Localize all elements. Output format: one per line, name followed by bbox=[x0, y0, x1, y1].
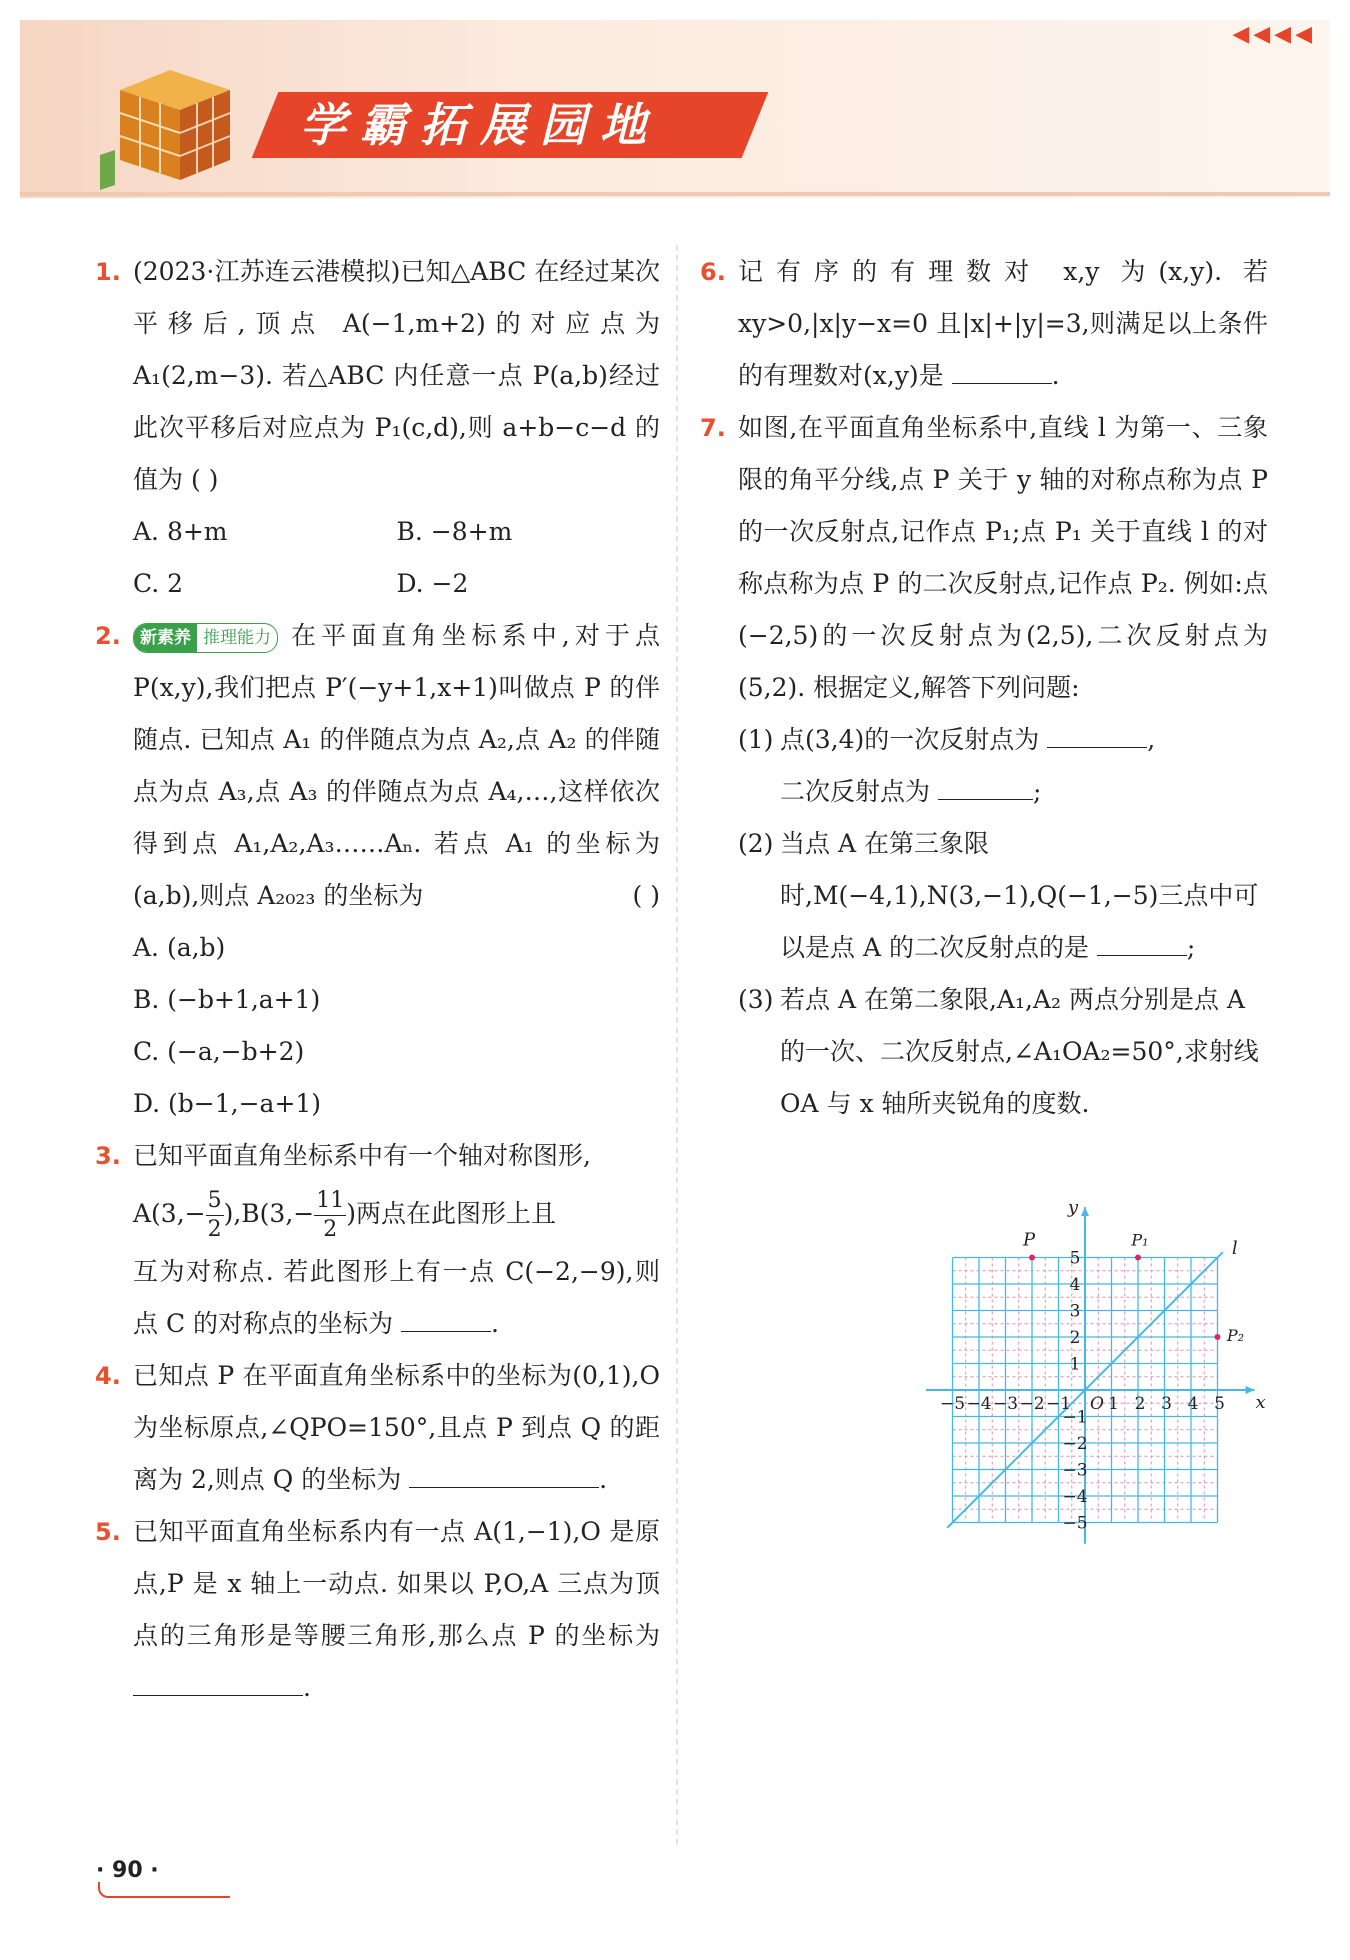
question-5 bbox=[95, 1506, 660, 1714]
y-tick-label: −4 bbox=[1062, 1487, 1088, 1507]
coordinate-graph bbox=[910, 1195, 1280, 1555]
question-2 bbox=[95, 610, 660, 922]
question-number: 5. bbox=[95, 1518, 121, 1546]
part-number: (2) bbox=[738, 829, 774, 858]
origin-label: O bbox=[1090, 1394, 1104, 1414]
question-text: 已知点 P 在平面直角坐标系中的坐标为(0,1),O 为坐标原点,∠QPO=150°,且点 P 到点 Q 的距离为 2,则点 Q 的坐标为 bbox=[133, 1361, 660, 1494]
point-p2-label: P₂ bbox=[1226, 1326, 1245, 1345]
x-tick-label: −3 bbox=[992, 1394, 1019, 1414]
point-line bbox=[133, 1182, 660, 1246]
x-tick-label: 1 bbox=[1108, 1394, 1119, 1414]
page-number: · 90 · bbox=[96, 1858, 159, 1883]
question-number: 7. bbox=[700, 414, 726, 442]
question-7 bbox=[700, 402, 1268, 714]
option-c: C. 2 bbox=[133, 569, 184, 598]
x-axis-label: x bbox=[1255, 1392, 1266, 1413]
part-number: (1) bbox=[738, 725, 774, 754]
x-tick-label: 2 bbox=[1134, 1394, 1146, 1414]
arrow-decoration-icon: ◀◀◀◀ bbox=[1232, 22, 1316, 47]
question-text: (2023·江苏连云港模拟)已知△ABC 在经过某次平移后,顶点 A(−1,m+2)的对应点为 A₁(2,m−3). 若△ABC 内任意一点 P(a,b)经过此次平移后对应点为 P₁(c,d),则 a+b−c−d 的值为 ( ) bbox=[133, 257, 660, 494]
question-7-part-3 bbox=[738, 974, 1268, 1130]
options-1 bbox=[95, 506, 660, 610]
question-number: 2. bbox=[95, 622, 121, 650]
answer-blank[interactable] bbox=[409, 1457, 599, 1488]
option-a: A. (a,b) bbox=[133, 933, 226, 962]
x-tick-label: 5 bbox=[1214, 1394, 1225, 1414]
question-7-part-2 bbox=[738, 818, 1268, 974]
period: . bbox=[1051, 361, 1060, 390]
period: . bbox=[303, 1673, 311, 1702]
period: . bbox=[490, 1309, 499, 1338]
semicolon: ; bbox=[1186, 933, 1196, 962]
answer-blank[interactable] bbox=[1047, 717, 1147, 748]
x-tick-label: 4 bbox=[1187, 1394, 1199, 1414]
question-text: 记有序的有理数对 x,y 为(x,y). 若 xy>0,|x|y−x=0 且|x|+|y|=3,则满足以上条件的有理数对(x,y)是 bbox=[738, 257, 1268, 390]
options-2 bbox=[95, 922, 660, 1130]
question-number: 3. bbox=[95, 1142, 121, 1170]
question-text: 互为对称点. 若此图形上有一点 C(−2,−9),则点 C 的对称点的坐标为 bbox=[133, 1257, 660, 1338]
question-4 bbox=[95, 1350, 660, 1506]
answer-blank[interactable] bbox=[133, 1665, 303, 1696]
y-tick-label: 3 bbox=[1069, 1301, 1081, 1322]
question-text: 在平面直角坐标系中,对于点 P(x,y),我们把点 P′(−y+1,x+1)叫做点 P 的伴随点. 已知点 A₁ 的伴随点为点 A₂,点 A₂ 的伴随点为点 A₃,点 A₃ 的伴随点为点 A₄,…,这样依次得到点 A₁,A₂,A₃……Aₙ. 若点 A₁ 的坐标为(a,b),则点 A₂₀₂₃ 的坐标为 bbox=[133, 621, 660, 910]
option-b: B. −8+m bbox=[396, 517, 513, 546]
question-1 bbox=[95, 246, 660, 506]
answer-blank[interactable] bbox=[938, 769, 1033, 800]
x-tick-label: −5 bbox=[939, 1394, 966, 1414]
y-axis-arrow bbox=[1081, 1207, 1089, 1216]
y-tick-label: −1 bbox=[1062, 1407, 1088, 1428]
period: . bbox=[599, 1465, 608, 1494]
question-number: 1. bbox=[95, 258, 121, 286]
point-p2 bbox=[1215, 1334, 1221, 1340]
comma: , bbox=[1147, 725, 1156, 754]
fraction-a bbox=[206, 1187, 224, 1244]
fraction-numerator: 11 bbox=[314, 1187, 346, 1216]
y-tick-label: 2 bbox=[1069, 1328, 1081, 1348]
page-number-decoration bbox=[98, 1882, 230, 1898]
answer-blank[interactable] bbox=[1097, 925, 1187, 956]
left-column bbox=[95, 246, 660, 1714]
line-l-label: l bbox=[1231, 1238, 1238, 1260]
fraction-numerator: 5 bbox=[206, 1187, 224, 1216]
part-text: 点(3,4)的一次反射点为 bbox=[780, 725, 1040, 754]
fraction-denominator: 2 bbox=[207, 1217, 222, 1242]
x-tick-label: −2 bbox=[1019, 1394, 1045, 1414]
x-tick-label: −4 bbox=[966, 1394, 992, 1414]
point-a-text: A(3,− bbox=[133, 1199, 206, 1228]
question-number: 4. bbox=[95, 1362, 121, 1390]
question-3 bbox=[95, 1130, 660, 1350]
graph-points bbox=[1029, 1255, 1221, 1341]
option-c: C. (−a,−b+2) bbox=[133, 1037, 305, 1066]
question-text: 已知平面直角坐标系中有一个轴对称图形, bbox=[133, 1141, 591, 1170]
option-a: A. 8+m bbox=[133, 517, 228, 546]
question-number: 6. bbox=[700, 258, 726, 286]
question-text: 已知平面直角坐标系内有一点 A(1,−1),O 是原点,P 是 x 轴上一动点. 如果以 P,O,A 三点为顶点的三角形是等腰三角形,那么点 P 的坐标为 bbox=[133, 1517, 660, 1650]
y-tick-label: −5 bbox=[1062, 1513, 1088, 1534]
fraction-denominator: 2 bbox=[323, 1217, 338, 1242]
y-tick-label: 5 bbox=[1069, 1248, 1081, 1269]
y-tick-label: −3 bbox=[1062, 1460, 1088, 1481]
question-6 bbox=[700, 246, 1268, 402]
part-number: (3) bbox=[738, 985, 774, 1014]
point-p1 bbox=[1135, 1255, 1141, 1261]
point-b-text: ),B(3,− bbox=[223, 1199, 315, 1228]
x-tick-label: −1 bbox=[1045, 1394, 1072, 1414]
y-tick-label: 1 bbox=[1069, 1354, 1081, 1375]
answer-blank[interactable] bbox=[952, 353, 1052, 384]
option-b: B. (−b+1,a+1) bbox=[133, 985, 321, 1014]
question-7-part-1 bbox=[738, 714, 1268, 818]
point-p-label: P bbox=[1022, 1229, 1036, 1251]
point-p1-label: P₁ bbox=[1131, 1230, 1149, 1250]
skill-badge bbox=[133, 623, 278, 653]
badge-label: 新素养 bbox=[134, 624, 197, 652]
part-text: 若点 A 在第二象限,A₁,A₂ 两点分别是点 A 的一次、二次反射点,∠A₁OA₂=50°,求射线 OA 与 x 轴所夹锐角的度数. bbox=[780, 985, 1259, 1118]
answer-paren: ( ) bbox=[632, 881, 660, 910]
y-tick-label: −2 bbox=[1062, 1434, 1088, 1454]
point-p bbox=[1029, 1255, 1035, 1261]
y-tick-label: 4 bbox=[1069, 1275, 1081, 1295]
y-axis-label: y bbox=[1067, 1197, 1079, 1219]
badge-skill: 推理能力 bbox=[203, 627, 271, 648]
section-title: 学霸拓展园地 bbox=[300, 98, 660, 152]
header-underline bbox=[20, 192, 1330, 196]
option-d: D. (b−1,−a+1) bbox=[133, 1089, 322, 1118]
column-divider bbox=[676, 245, 680, 1845]
question-text: )两点在此图形上且 bbox=[346, 1199, 556, 1228]
semicolon: ; bbox=[1032, 777, 1042, 806]
right-column bbox=[700, 246, 1268, 1130]
option-d: D. −2 bbox=[396, 569, 469, 598]
answer-blank[interactable] bbox=[401, 1301, 491, 1332]
fraction-b bbox=[314, 1187, 346, 1244]
rubiks-cube-icon bbox=[100, 60, 250, 190]
x-axis-arrow bbox=[1246, 1386, 1255, 1394]
x-tick-label: 3 bbox=[1161, 1394, 1172, 1414]
part-text: 二次反射点为 bbox=[780, 777, 931, 806]
question-text: 如图,在平面直角坐标系中,直线 l 为第一、三象限的角平分线,点 P 关于 y 轴的对称点称为点 P 的一次反射点,记作点 P₁;点 P₁ 关于直线 l 的对称点称为点 P 的二次反射点,记作点 P₂. 例如:点(−2,5)的一次反射点为(2,5),二次反射点为(5,2). 根据定义,解答下列问题: bbox=[738, 413, 1268, 702]
part-text: 当点 A 在第三象限时,M(−4,1),N(3,−1),Q(−1,−5)三点中可以是点 A 的二次反射点的是 bbox=[780, 829, 1259, 962]
